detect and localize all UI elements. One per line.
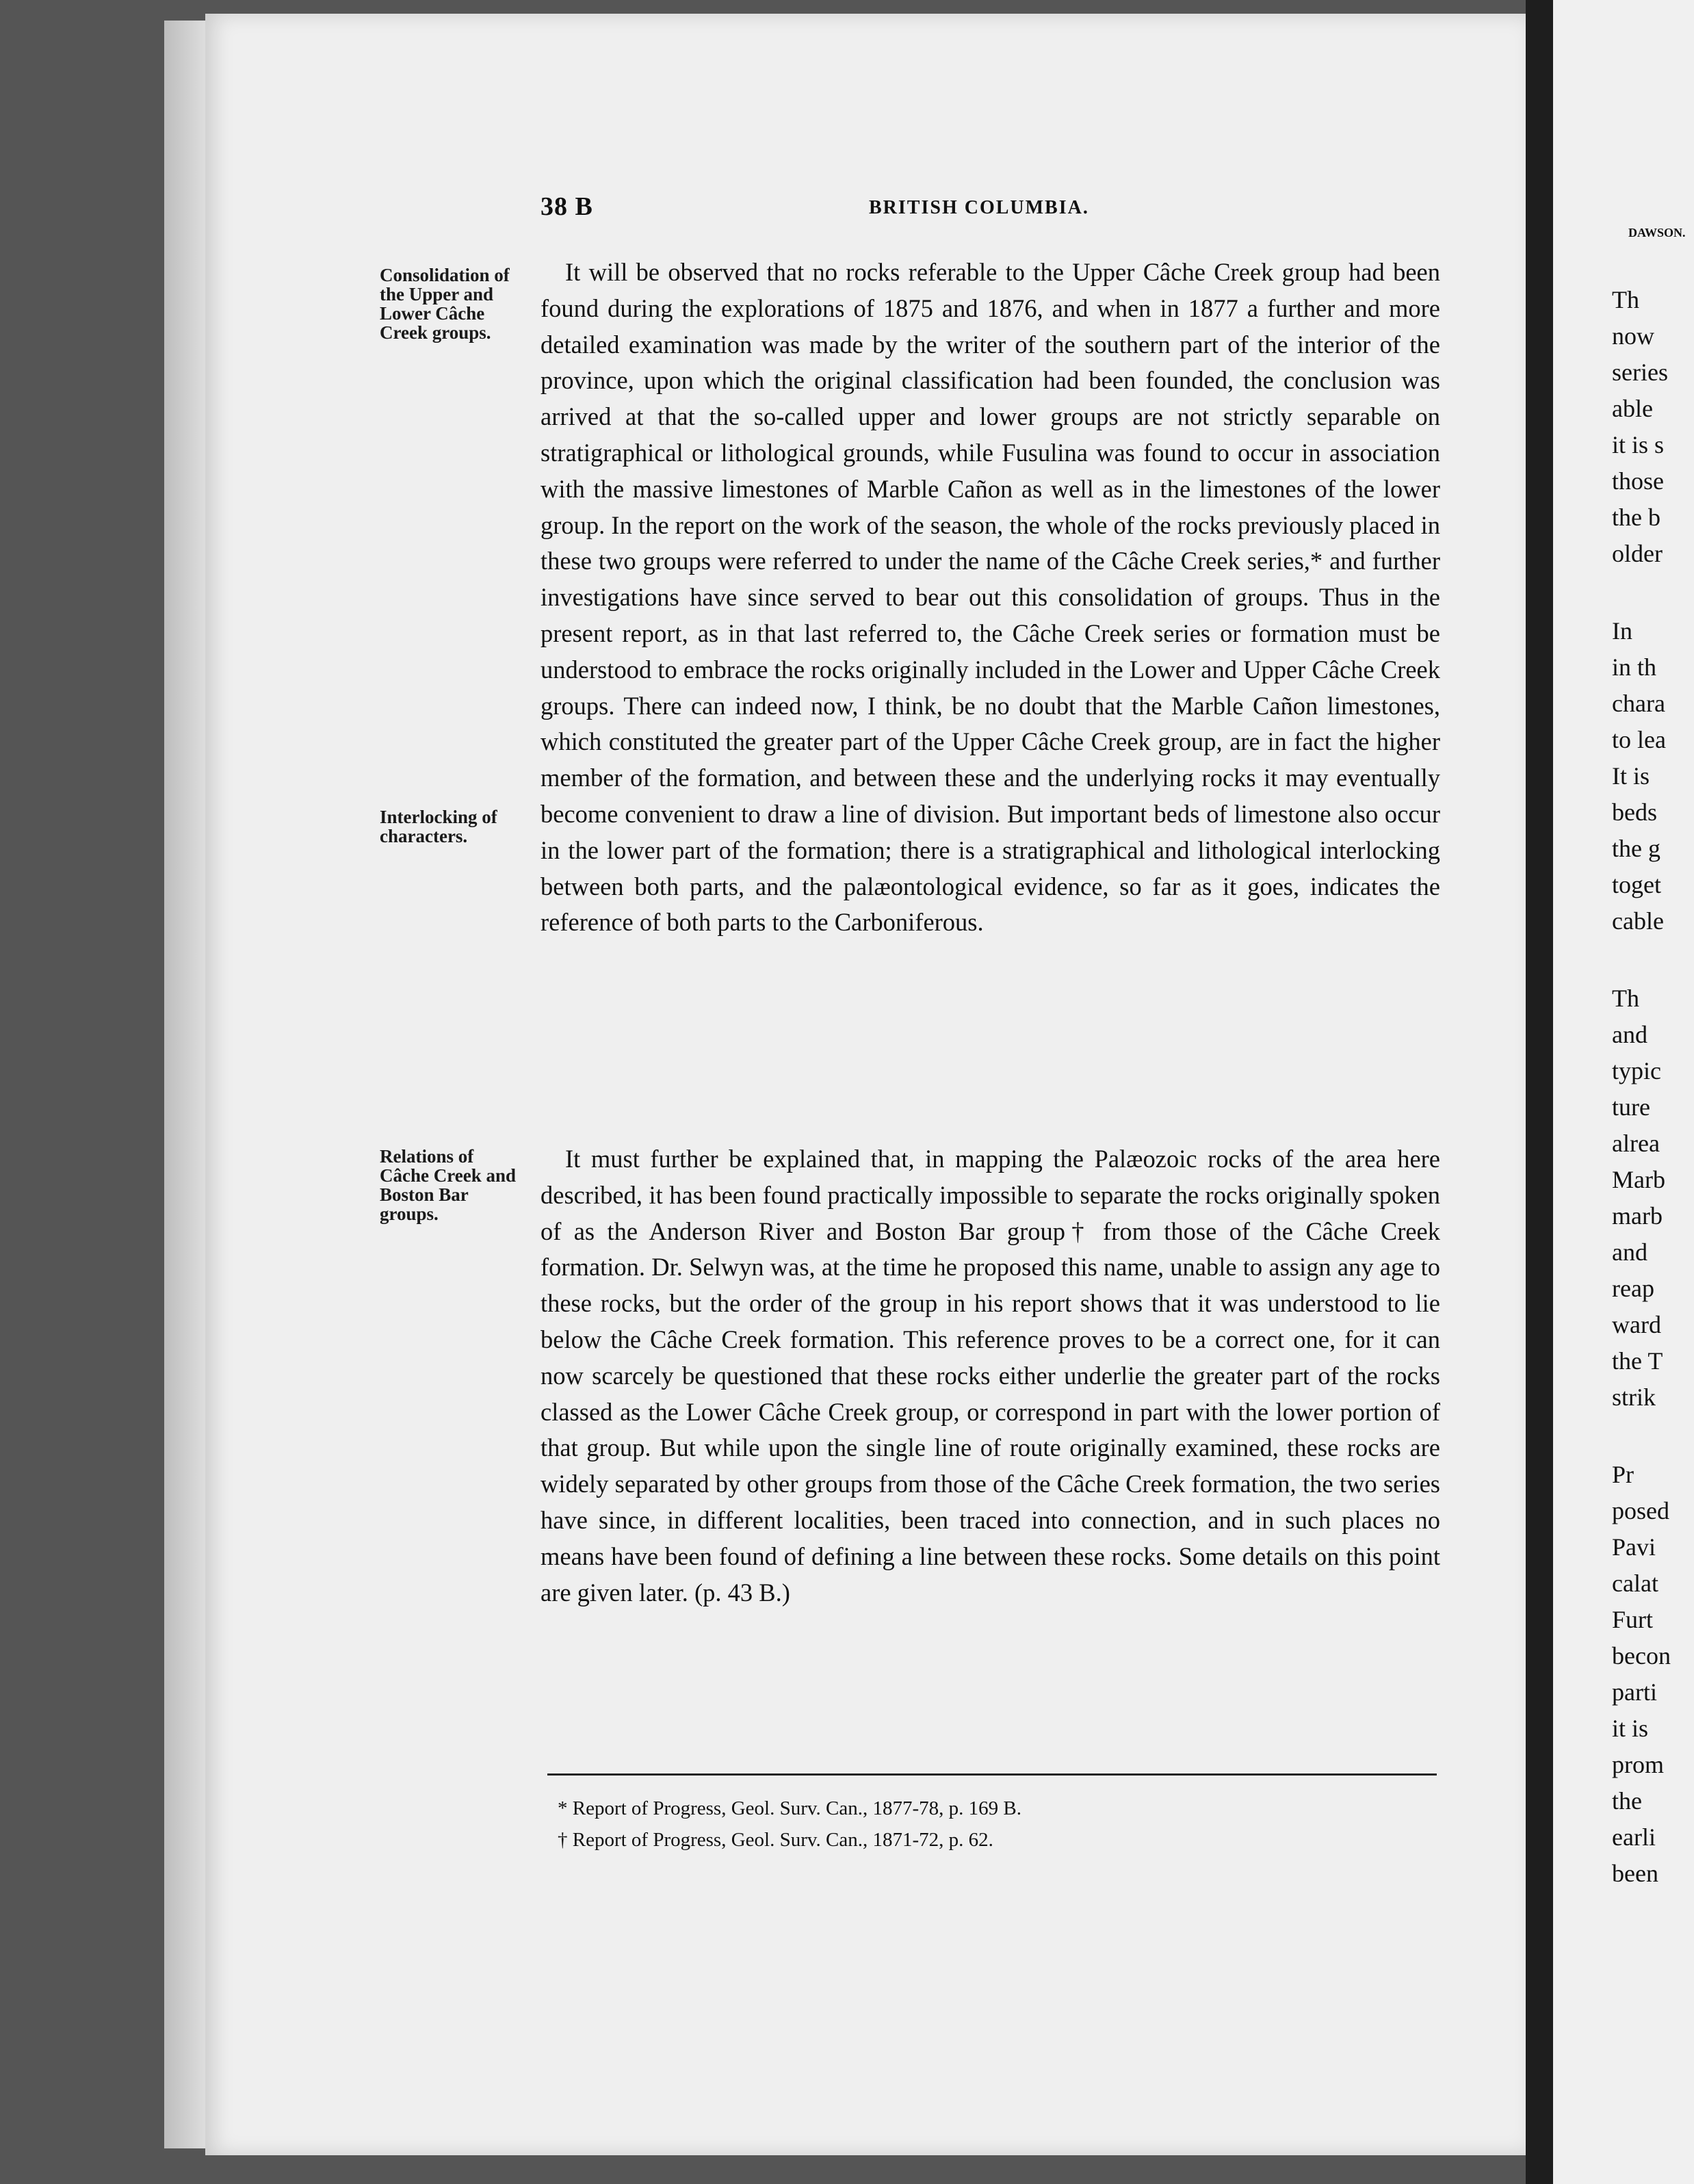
right-page-line: Furt xyxy=(1612,1606,1654,1633)
right-page-line: cable xyxy=(1612,907,1664,935)
page-header xyxy=(540,192,1423,233)
right-page-line: older xyxy=(1612,540,1663,567)
right-page-line: Th xyxy=(1612,286,1639,313)
right-page-line: able xyxy=(1612,395,1653,422)
right-page-line: in th xyxy=(1612,653,1657,681)
right-page-line: It is xyxy=(1612,762,1650,790)
footnote-1: * Report of Progress, Geol. Surv. Can., 1877-78, p. 169 B. xyxy=(558,1797,1021,1819)
right-page-line: prom xyxy=(1612,1751,1664,1778)
right-page-line: posed xyxy=(1612,1497,1669,1524)
right-page-line: the g xyxy=(1612,835,1660,862)
right-page-line: calat xyxy=(1612,1570,1658,1597)
footnote-2: † Report of Progress, Geol. Surv. Can., 1871-72, p. 62. xyxy=(558,1829,993,1851)
right-page-line: it is xyxy=(1612,1715,1649,1742)
paragraph-consolidation: It will be observed that no rocks referable to the Upper Câche Creek group had been found during the explorations of 1875 and 1876, and when in 1877 a further and more detailed examination was made by the writer of the southern part of the interior of the province, upon which the original classification had been founded, the conclusion was arrived at that the so-called upper and lower groups are not strictly separable on stratigraphical or lithological grounds, while Fusulina was found to occur in association with the massive limestones of Marble Cañon as well as in the limestones of the lower group. In the report on the work of the season, the whole of the rocks previously placed in these two groups were referred to under the name of the Câche Creek series,* and further investigations have since served to bear out this consolidation of groups. Thus in the present report, as in that last referred to, the Câche Creek series or formation must be understood to embrace the rocks originally included in the Lower and Upper Câche Creek groups. There can indeed now, I think, be no doubt that the Marble Cañon limestones, which constituted the greater part of the Upper Câche Creek group, are in fact the higher member of the formation, and between these and the underlying rocks it may eventually become convenient to draw a line of division. But important beds of limestone also occur in the lower part of the formation; there is a stratigraphical and lithological interlocking between both parts, and the palæontological evidence, so far as it goes, indicates the reference of both parts to the Carboniferous. xyxy=(540,258,1440,937)
right-page-line: Pavi xyxy=(1612,1533,1656,1561)
margin-note-consolidation: Consolidation of the Upper and Lower Câche Creek groups. xyxy=(380,265,510,343)
right-page-line: strik xyxy=(1612,1383,1656,1411)
right-page-line: becon xyxy=(1612,1642,1671,1669)
right-page-line: the T xyxy=(1612,1347,1663,1375)
margin-note-relations: Relations of Câche Creek and Boston Bar groups. xyxy=(380,1146,516,1224)
right-page-line: been xyxy=(1612,1860,1658,1887)
right-page-line: alrea xyxy=(1612,1130,1660,1157)
page-number: 38 B xyxy=(540,192,593,221)
right-page-line: typic xyxy=(1612,1057,1661,1084)
right-page-line: In xyxy=(1612,617,1632,645)
right-page-line: those xyxy=(1612,467,1664,495)
right-page-header: DAWSON. xyxy=(1628,226,1686,239)
right-page-line: marb xyxy=(1612,1202,1663,1230)
right-page-line: it is s xyxy=(1612,431,1665,458)
footnote-rule xyxy=(547,1773,1437,1776)
right-page-line: now xyxy=(1612,322,1654,350)
right-page-line: and xyxy=(1612,1238,1647,1266)
right-page xyxy=(1553,0,1694,2184)
right-page-line: and xyxy=(1612,1021,1647,1048)
right-page-line: Pr xyxy=(1612,1461,1634,1488)
right-page-line: Th xyxy=(1612,985,1639,1012)
right-page-line: earli xyxy=(1612,1823,1656,1851)
right-page-line: the xyxy=(1612,1787,1642,1815)
right-page-line: series xyxy=(1612,359,1668,386)
right-page-line: Marb xyxy=(1612,1166,1665,1193)
margin-note-interlocking: Interlocking of characters. xyxy=(380,807,497,846)
right-page-line: ward xyxy=(1612,1311,1661,1338)
right-page-line: ture xyxy=(1612,1093,1650,1121)
right-page-line: reap xyxy=(1612,1275,1654,1302)
right-page-line: toget xyxy=(1612,871,1661,898)
running-title: BRITISH COLUMBIA. xyxy=(869,197,1089,218)
right-page-line: to lea xyxy=(1612,726,1666,753)
right-page-line: parti xyxy=(1612,1678,1657,1706)
paragraph-relations: It must further be explained that, in mapping the Palæozoic rocks of the area here described, it has been found practically impossible to separate the rocks originally spoken of as the Anderson River and Boston Bar group† from those of the Câche Creek formation. Dr. Selwyn was, at the time he proposed this name, unable to assign any age to these rocks, but the order of the group in his report shows that it was understood to lie below the Câche Creek formation. This reference proves to be a correct one, for it can now scarcely be questioned that these rocks either underlie the greater part of the rocks classed as the Lower Câche Creek group, or correspond in part with the lower portion of that group. But while upon the single line of route originally examined, these rocks are widely separated by other groups from those of the Câche Creek formation, the two series have since, in different localities, been traced into connection, and in such places no means have been found of defining a line between these rocks. Some details on this point are given later. (p. 43 B.) xyxy=(540,1145,1440,1607)
book-gutter xyxy=(1526,0,1553,2184)
right-page-line: beds xyxy=(1612,798,1657,826)
right-page-line: chara xyxy=(1612,690,1665,717)
right-page-line: the b xyxy=(1612,504,1660,531)
